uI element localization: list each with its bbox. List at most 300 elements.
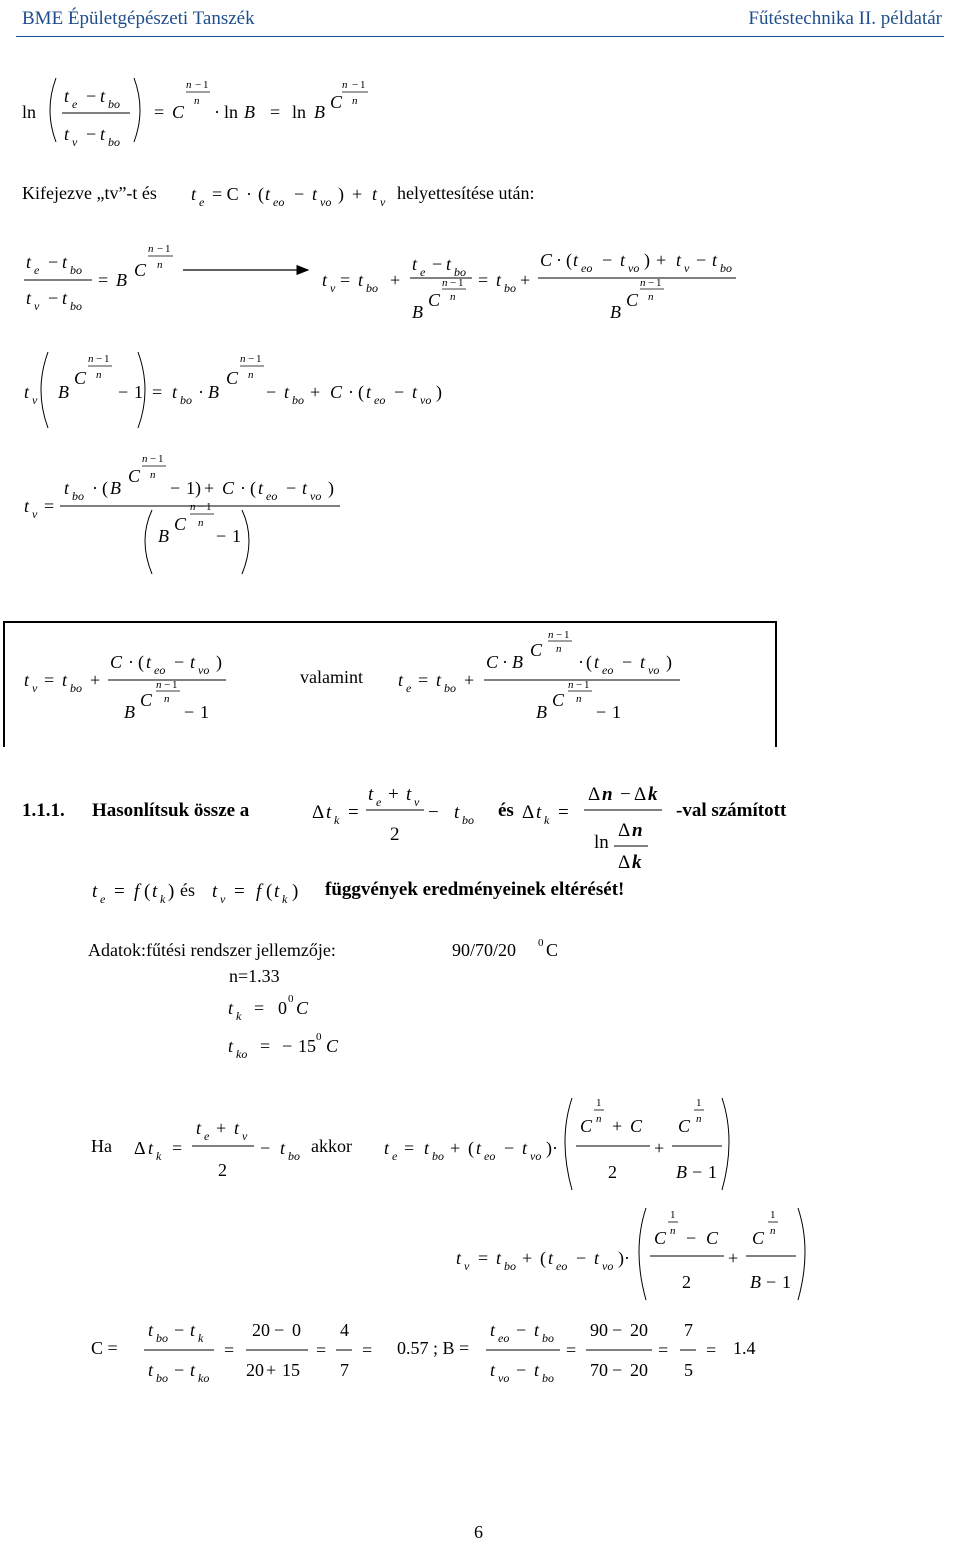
svg-text:t: t xyxy=(234,1118,240,1138)
svg-text:Δ: Δ xyxy=(634,784,647,805)
svg-text:+: + xyxy=(464,670,475,690)
svg-text:bo: bo xyxy=(70,681,82,695)
svg-text:(: ( xyxy=(258,184,264,204)
svg-text:C: C xyxy=(128,466,141,486)
svg-text:t: t xyxy=(594,652,600,672)
svg-text:+: + xyxy=(204,478,215,498)
svg-text:t: t xyxy=(24,496,30,516)
svg-text:−: − xyxy=(274,1320,285,1340)
svg-text:C: C xyxy=(296,998,309,1018)
svg-text:v: v xyxy=(72,135,78,149)
svg-text:−: − xyxy=(286,478,297,498)
svg-text:−: − xyxy=(556,629,563,641)
svg-text:n: n xyxy=(576,693,582,705)
svg-text:vo: vo xyxy=(420,393,432,407)
svg-text:f: f xyxy=(256,881,262,902)
data-values xyxy=(228,937,544,1061)
svg-text:k: k xyxy=(156,1149,162,1163)
svg-text:2: 2 xyxy=(218,1160,227,1180)
svg-text:t: t xyxy=(476,1138,482,1158)
svg-text:+: + xyxy=(388,784,399,805)
svg-text:−: − xyxy=(248,353,255,365)
svg-text:v: v xyxy=(32,393,38,407)
svg-text:n: n xyxy=(342,79,348,91)
svg-text:=: = xyxy=(44,670,55,690)
svg-text:t: t xyxy=(490,1320,496,1340)
svg-text:(: ( xyxy=(566,250,572,270)
svg-text:1: 1 xyxy=(656,277,662,289)
svg-text:v: v xyxy=(242,1129,248,1143)
svg-text:vo: vo xyxy=(648,663,660,677)
svg-text:v: v xyxy=(414,795,420,809)
svg-text:=: = xyxy=(98,270,109,290)
svg-text:1: 1 xyxy=(232,526,241,546)
svg-text:0: 0 xyxy=(316,1031,322,1043)
svg-text:eo: eo xyxy=(374,393,386,407)
equation-2-inline xyxy=(191,184,386,209)
task-es-2: és xyxy=(180,880,195,900)
svg-text:t: t xyxy=(712,250,718,270)
svg-text:1: 1 xyxy=(200,702,209,722)
svg-text:−: − xyxy=(294,184,305,204)
equation-4 xyxy=(24,352,442,428)
svg-text:vo: vo xyxy=(530,1149,542,1163)
svg-text:−: − xyxy=(696,250,707,270)
svg-text:n: n xyxy=(548,629,554,641)
svg-text:−: − xyxy=(48,288,59,308)
svg-text:n: n xyxy=(442,277,448,289)
svg-text:t: t xyxy=(148,1360,154,1380)
svg-text:t: t xyxy=(258,478,264,498)
svg-text:−: − xyxy=(394,382,405,402)
valamint-word: valamint xyxy=(300,667,363,687)
svg-text:ko: ko xyxy=(236,1047,248,1061)
svg-text:t: t xyxy=(368,784,374,805)
c-label: C = xyxy=(91,1338,118,1358)
svg-text:t: t xyxy=(62,288,68,308)
svg-text:20: 20 xyxy=(252,1320,270,1340)
svg-text:v: v xyxy=(32,507,38,521)
svg-text:vo: vo xyxy=(602,1259,614,1273)
svg-text:t: t xyxy=(358,270,364,290)
svg-text:=: = xyxy=(404,1138,415,1158)
svg-text:(: ( xyxy=(540,1248,546,1268)
svg-text:): ) xyxy=(644,250,650,270)
svg-text:−: − xyxy=(48,252,59,272)
svg-text:bo: bo xyxy=(72,489,84,503)
svg-text:t: t xyxy=(274,881,280,902)
svg-text:B: B xyxy=(314,102,325,122)
svg-text:−: − xyxy=(516,1320,527,1340)
svg-text:k: k xyxy=(236,1009,242,1023)
svg-text:t: t xyxy=(534,1320,540,1340)
svg-text:C: C xyxy=(630,1116,643,1136)
svg-text:): ) xyxy=(168,881,175,902)
svg-text:C: C xyxy=(326,1036,339,1056)
svg-text:(: ( xyxy=(266,881,273,902)
svg-text:B: B xyxy=(208,382,219,402)
substitution-tail: helyettesítése után: xyxy=(397,183,535,203)
page-number: 6 xyxy=(474,1522,483,1542)
svg-text:ln: ln xyxy=(594,832,609,853)
svg-text:C: C xyxy=(540,250,553,270)
svg-text:=: = xyxy=(44,496,55,516)
svg-text:−: − xyxy=(260,1138,271,1158)
svg-text:k: k xyxy=(544,813,550,827)
svg-text:bo: bo xyxy=(432,1149,444,1163)
svg-text:+: + xyxy=(390,270,401,290)
task-number: 1.1.1. xyxy=(22,800,65,821)
svg-text:=: = xyxy=(566,1340,577,1360)
svg-text:−: − xyxy=(157,243,164,255)
svg-text:eo: eo xyxy=(273,195,285,209)
svg-text:+: + xyxy=(450,1138,461,1158)
svg-text:−: − xyxy=(86,86,97,106)
svg-text:e: e xyxy=(392,1149,398,1163)
svg-text:t: t xyxy=(280,1138,286,1158)
svg-text:1: 1 xyxy=(670,1209,676,1221)
svg-text:n: n xyxy=(670,1225,676,1237)
svg-text:t: t xyxy=(398,670,404,690)
svg-text:C: C xyxy=(134,260,147,280)
svg-text:Δ: Δ xyxy=(312,802,325,823)
svg-text:+: + xyxy=(612,1116,623,1136)
svg-text:eo: eo xyxy=(154,663,166,677)
svg-text:t: t xyxy=(548,1248,554,1268)
svg-text:t: t xyxy=(172,382,178,402)
svg-text:−: − xyxy=(504,1138,515,1158)
svg-text:·: · xyxy=(128,652,134,672)
svg-text:(: ( xyxy=(144,881,151,902)
svg-text:0: 0 xyxy=(278,998,287,1018)
svg-text:1: 1 xyxy=(770,1209,776,1221)
svg-text:1: 1 xyxy=(458,277,464,289)
svg-text:7: 7 xyxy=(340,1360,349,1380)
svg-text:v: v xyxy=(684,261,690,275)
svg-text:B: B xyxy=(58,382,69,402)
svg-text:n: n xyxy=(194,95,200,107)
svg-text:C: C xyxy=(172,102,185,122)
svg-text:C: C xyxy=(174,514,187,534)
svg-text:1: 1 xyxy=(134,382,143,402)
svg-text:=: = xyxy=(234,881,245,902)
svg-text:(: ( xyxy=(358,382,364,402)
svg-text:C: C xyxy=(580,1116,593,1136)
svg-text:t: t xyxy=(366,382,372,402)
data-label: Adatok:fűtési rendszer jellemzője: xyxy=(88,940,336,960)
svg-text:1: 1 xyxy=(696,1097,702,1109)
svg-text:1: 1 xyxy=(158,453,164,465)
svg-text:=: = xyxy=(658,1340,669,1360)
svg-text:−: − xyxy=(118,382,129,402)
svg-text:Δ: Δ xyxy=(522,802,535,823)
c-result: 0.57 xyxy=(397,1338,429,1358)
svg-text:(: ( xyxy=(586,652,592,672)
svg-text:bo: bo xyxy=(444,681,456,695)
svg-text:k: k xyxy=(334,813,340,827)
svg-text:k: k xyxy=(160,892,166,906)
svg-text:1: 1 xyxy=(165,243,171,255)
svg-text:eo: eo xyxy=(498,1331,510,1345)
svg-text:t: t xyxy=(100,86,106,106)
svg-text:): ) xyxy=(666,652,672,672)
svg-text:vo: vo xyxy=(310,489,322,503)
svg-text:70: 70 xyxy=(590,1360,608,1380)
svg-text:1: 1 xyxy=(584,679,590,691)
svg-text:bo: bo xyxy=(504,281,516,295)
svg-text:1: 1 xyxy=(360,79,366,91)
svg-text:B: B xyxy=(124,702,135,722)
svg-text:2: 2 xyxy=(608,1162,617,1182)
svg-text:= C: = C xyxy=(212,184,239,204)
svg-text:C: C xyxy=(678,1116,691,1136)
svg-text:−: − xyxy=(428,802,439,823)
svg-text:t: t xyxy=(64,86,70,106)
svg-text:C: C xyxy=(140,690,153,710)
svg-text:t: t xyxy=(312,184,318,204)
svg-text:C: C xyxy=(428,290,441,310)
svg-text:B: B xyxy=(116,270,127,290)
svg-text:t: t xyxy=(100,124,106,144)
svg-text:−: − xyxy=(164,679,171,691)
svg-text:n: n xyxy=(186,79,192,91)
svg-text:=: = xyxy=(348,802,359,823)
svg-text:(: ( xyxy=(138,652,144,672)
svg-text:n: n xyxy=(148,243,154,255)
svg-text:+: + xyxy=(216,1118,227,1138)
c-b-calculation xyxy=(144,1320,716,1385)
svg-text:t: t xyxy=(64,478,70,498)
svg-text:bo: bo xyxy=(504,1259,516,1273)
svg-text:−: − xyxy=(195,79,202,91)
svg-text:1: 1 xyxy=(172,679,178,691)
svg-text:t: t xyxy=(190,1360,196,1380)
svg-text:bo: bo xyxy=(70,299,82,313)
svg-text:+: + xyxy=(520,270,531,290)
svg-text:=: = xyxy=(270,102,281,122)
substitution-intro: Kifejezve „tv”-t és xyxy=(22,183,157,203)
svg-text:n: n xyxy=(198,517,204,529)
svg-text:n: n xyxy=(596,1113,602,1125)
svg-text:ko: ko xyxy=(198,1371,210,1385)
svg-text:t: t xyxy=(594,1248,600,1268)
svg-text:+: + xyxy=(352,184,363,204)
svg-text:k: k xyxy=(632,852,642,873)
svg-text:1: 1 xyxy=(203,79,209,91)
svg-text:C: C xyxy=(330,382,343,402)
svg-text:·: · xyxy=(502,652,508,672)
svg-text:t: t xyxy=(490,1360,496,1380)
svg-text:bo: bo xyxy=(720,261,732,275)
svg-text:·: · xyxy=(214,102,220,122)
svg-text:t: t xyxy=(496,270,502,290)
svg-text:n: n xyxy=(248,369,254,381)
svg-text:t: t xyxy=(436,670,442,690)
svg-text:t: t xyxy=(24,382,30,402)
svg-text:t: t xyxy=(146,652,152,672)
svg-text:−: − xyxy=(174,652,185,672)
svg-text:=: = xyxy=(362,1340,373,1360)
svg-text:e: e xyxy=(204,1129,210,1143)
svg-text:t: t xyxy=(228,1036,234,1056)
svg-text:2: 2 xyxy=(390,824,400,845)
svg-text:+: + xyxy=(654,1138,665,1158)
svg-text:t: t xyxy=(412,382,418,402)
svg-text:bo: bo xyxy=(108,135,120,149)
svg-text:=: = xyxy=(418,670,429,690)
svg-text:eo: eo xyxy=(484,1149,496,1163)
svg-text:·: · xyxy=(240,478,246,498)
svg-text:): ) xyxy=(216,652,222,672)
svg-text:1: 1 xyxy=(612,702,621,722)
svg-text:bo: bo xyxy=(454,265,466,279)
svg-text:=: = xyxy=(478,270,489,290)
svg-text:+: + xyxy=(90,670,101,690)
svg-text:·: · xyxy=(578,652,584,672)
svg-text:v: v xyxy=(32,681,38,695)
svg-text:−: − xyxy=(516,1360,527,1380)
svg-text:4: 4 xyxy=(340,1320,349,1340)
svg-text:t: t xyxy=(62,252,68,272)
svg-text:−: − xyxy=(612,1360,623,1380)
task-es: és xyxy=(498,800,514,821)
svg-text:C: C xyxy=(706,1228,719,1248)
svg-text:Δ: Δ xyxy=(588,784,601,805)
svg-text:n: n xyxy=(696,1113,702,1125)
svg-text:t: t xyxy=(26,288,32,308)
svg-text:e: e xyxy=(376,795,382,809)
svg-text:=: = xyxy=(706,1340,717,1360)
svg-text:bo: bo xyxy=(288,1149,300,1163)
svg-text:−: − xyxy=(198,501,205,513)
svg-text:vo: vo xyxy=(198,663,210,677)
svg-text:·: · xyxy=(556,250,562,270)
svg-text:e: e xyxy=(72,97,78,111)
svg-text:B: B xyxy=(512,652,523,672)
svg-text:t: t xyxy=(152,881,158,902)
svg-text:=: = xyxy=(260,1036,271,1056)
svg-text:t: t xyxy=(284,382,290,402)
svg-text:20: 20 xyxy=(630,1360,648,1380)
svg-text:e: e xyxy=(100,892,106,906)
svg-text:B: B xyxy=(536,702,547,722)
data-value: 90/70/20 xyxy=(452,940,517,960)
svg-text:=: = xyxy=(558,802,569,823)
svg-text:n: n xyxy=(88,353,94,365)
svg-text:k: k xyxy=(282,892,288,906)
svg-text:B: B xyxy=(676,1162,687,1182)
svg-text:vo: vo xyxy=(628,261,640,275)
svg-text:=: = xyxy=(254,998,265,1018)
svg-text:n: n xyxy=(190,501,196,513)
svg-text:·: · xyxy=(348,382,354,402)
svg-text:ln: ln xyxy=(224,102,239,122)
svg-text:t: t xyxy=(26,252,32,272)
svg-text:e: e xyxy=(420,265,426,279)
svg-text:t: t xyxy=(424,1138,430,1158)
svg-text:−: − xyxy=(170,478,181,498)
header-title-right: Fűtéstechnika II. példatár xyxy=(748,8,942,29)
svg-text:t: t xyxy=(64,124,70,144)
svg-text:+: + xyxy=(310,382,321,402)
svg-text:0: 0 xyxy=(288,993,294,1005)
svg-text:v: v xyxy=(220,892,226,906)
task-formulas xyxy=(92,784,662,906)
svg-text:t: t xyxy=(676,250,682,270)
svg-text:ln: ln xyxy=(22,102,37,122)
svg-text:n: n xyxy=(156,679,162,691)
svg-text:t: t xyxy=(454,802,460,823)
svg-text:(: ( xyxy=(468,1138,474,1158)
svg-text:t: t xyxy=(496,1248,502,1268)
svg-text:eo: eo xyxy=(581,261,593,275)
svg-text:n: n xyxy=(450,291,456,303)
svg-text:+: + xyxy=(522,1248,533,1268)
svg-text:B: B xyxy=(610,302,621,322)
task-line2-tail: függvények eredményeinek eltérését! xyxy=(325,879,625,900)
svg-text:n: n xyxy=(240,353,246,365)
svg-text:bo: bo xyxy=(366,281,378,295)
equation-5 xyxy=(24,453,340,574)
svg-text:=: = xyxy=(340,270,351,290)
svg-text:ln: ln xyxy=(292,102,307,122)
svg-text:(: ( xyxy=(250,478,256,498)
svg-text:)·: )· xyxy=(546,1138,558,1158)
svg-text:C: C xyxy=(654,1228,667,1248)
svg-text:t: t xyxy=(190,652,196,672)
svg-text:v: v xyxy=(380,195,386,209)
svg-text:−: − xyxy=(612,1320,623,1340)
svg-text:1: 1 xyxy=(104,353,110,365)
svg-text:n: n xyxy=(770,1225,776,1237)
svg-text:t: t xyxy=(456,1248,462,1268)
svg-text:−: − xyxy=(766,1272,777,1292)
svg-text:bo: bo xyxy=(462,813,474,827)
svg-text:−: − xyxy=(96,353,103,365)
svg-text:−: − xyxy=(576,679,583,691)
svg-text:e: e xyxy=(406,681,412,695)
svg-text:t: t xyxy=(322,270,328,290)
svg-text:t: t xyxy=(406,784,412,805)
ha-word: Ha xyxy=(91,1136,112,1156)
svg-text:−: − xyxy=(648,277,655,289)
svg-text:t: t xyxy=(212,881,218,902)
svg-text:+: + xyxy=(266,1360,277,1380)
equation-1 xyxy=(22,78,368,149)
svg-text:=: = xyxy=(114,881,125,902)
svg-text:bo: bo xyxy=(292,393,304,407)
svg-text:k: k xyxy=(648,784,658,805)
svg-text:1: 1 xyxy=(564,629,570,641)
svg-text:0: 0 xyxy=(538,937,544,949)
svg-text:−: − xyxy=(450,277,457,289)
svg-text:f: f xyxy=(134,881,140,902)
svg-text:C: C xyxy=(552,690,565,710)
svg-text:bo: bo xyxy=(70,263,82,277)
svg-text:): ) xyxy=(436,382,442,402)
svg-text:15: 15 xyxy=(282,1360,300,1380)
svg-text:t: t xyxy=(534,1360,540,1380)
svg-text:C: C xyxy=(486,652,499,672)
svg-text:bo: bo xyxy=(156,1371,168,1385)
svg-text:C: C xyxy=(222,478,235,498)
svg-text:B: B xyxy=(412,302,423,322)
svg-text:C: C xyxy=(330,92,343,112)
svg-text:−: − xyxy=(150,453,157,465)
svg-text:t: t xyxy=(326,802,332,823)
b-label: ; B = xyxy=(433,1338,470,1358)
svg-text:t: t xyxy=(190,1320,196,1340)
